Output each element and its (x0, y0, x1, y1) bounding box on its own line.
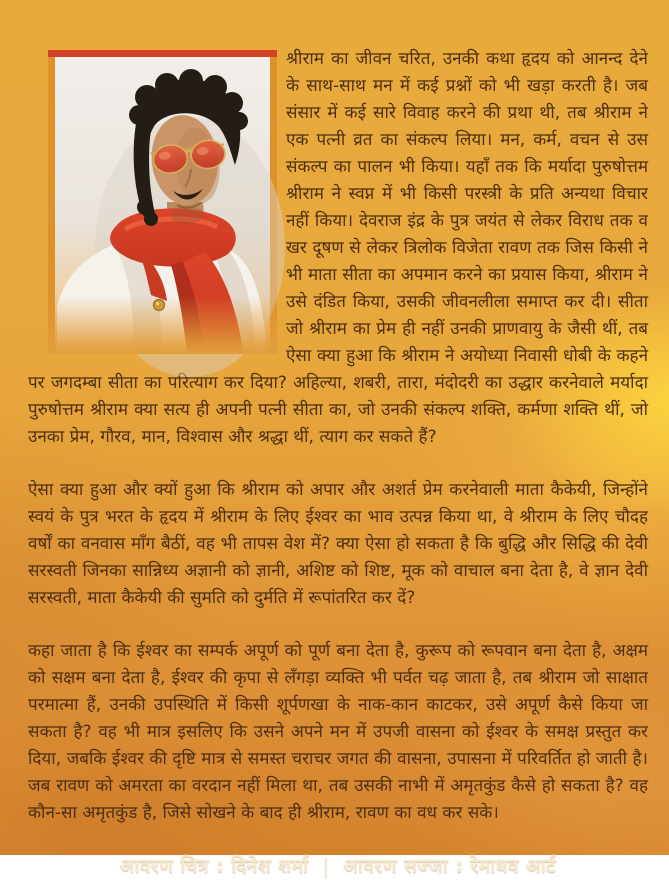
paragraph-shriram-life: श्रीराम का जीवन चरित, उनकी कथा हृदय को आनन्द देने के साथ-साथ मन में कई प्रश्नों को भी खड़ा करती है। जब संसार में कई सारे विवाह करने की प्रथा थी, तब श्रीराम ने एक पत्नी व्रत का संकल्प लिया। मन, कर्म, वचन से उस संकल्प का पालन भी किया। यहाँ तक कि मर्यादा पुरुषोत्तम श्रीराम ने स्वप्न में भी किसी परस्त्री के प्रति अन्यथा विचार नहीं किया। देवराज इंद्र के पुत्र जयंत से लेकर विराध तक व खर दूषण से लेकर त्रिलोक विजेता रावण तक जिस किसी ने भी माता सीता का अपमान करने का प्रयास किया, श्रीराम ने उसे दंडित किया, उसकी जीवनलीला समाप्त कर दी। सीता जो श्रीराम का प्रेम ही नहीं उनकी प्राणवायु के जैसी थीं, तब ऐसा क्या हुआ कि श्रीराम ने अयोध्या निवासी धोबी के कहने पर जगदम्बा सीता का परित्याग कर दिया? अहिल्या, शबरी, तारा, मंदोदरी का उद्धार करनेवाले मर्यादा पुरुषोत्तम श्रीराम क्या सत्य ही अपनी पत्नी सीता का, जो उनकी संकल्प शक्ति, कर्मणा शक्ति थीं, जो उनका प्रेम, गौरव, मान, विश्वास और श्रद्धा थीं, त्याग कर सकते हैं? (28, 49, 648, 447)
credit-separator: | (322, 855, 330, 877)
photo-top-red-bar (48, 50, 277, 57)
credit-cover-design: आवरण सज्जा : रेमाधव आर्ट (343, 855, 557, 877)
author-photo-frame (48, 50, 277, 352)
paragraph-kaikeyi-question: ऐसा क्या हुआ और क्यों हुआ कि श्रीराम को अपार और अशर्त प्रेम करनेवाली माता कैकेयी, जिन्होंने स्वयं के पुत्र भरत के हृदय में श्रीराम के लिए ईश्वर का भाव उत्पन्न किया था, वे श्रीराम के लिए चौदह वर्षों का वनवास माँग बैठीं, वह भी तापस वेश में? क्या ऐसा हो सकता है कि बुद्धि और सिद्धि की देवी सरस्वती जिनका सान्निध्य अज्ञानी को ज्ञानी, अशिष्ट को शिष्ट, मूक को वाचाल बना देता है, वे ज्ञान देवी सरस्वती, माता कैकेयी की सुमति को दुर्मति में रूपांतरित कर दें? (28, 480, 648, 608)
credit-cover-art: आवरण चित्र : दिनेश शर्मा (119, 855, 309, 877)
author-photo (55, 57, 270, 352)
paragraph-ishwar-sampark: कहा जाता है कि ईश्वर का सम्पर्क अपूर्ण को पूर्ण बना देता है, कुरूप को रूपवान बना देता है, अक्षम को सक्षम बना देता है, ईश्वर की कृपा से लँगड़ा व्यक्ति भी पर्वत चढ़ जाता है, तब श्रीराम जो साक्षात परमात्मा हैं, उनकी उपस्थिति में किसी शूर्पणखा के नाक-कान काटकर, उसे अपूर्ण कैसे किया जा सकता है? वह भी मात्र इसलिए कि उसने अपने मन में उपजी वासना को ईश्वर के समक्ष प्रस्तुत कर दिया, जबकि ईश्वर की दृष्टि मात्र से समस्त चराचर जगत की वासना, उपासना में परिवर्तित हो जाती है। जब रावण को अमरता का वरदान नहीं मिला था, तब उसकी नाभी में अमृतकुंड कैसे हो सकता है? वह कौन-सा अमृतकुंड है, जिसे सोखने के बाद ही श्रीराम, रावण का वध कर सके। (28, 641, 648, 823)
credit-line (28, 853, 648, 880)
author-portrait-illustration (55, 57, 270, 352)
